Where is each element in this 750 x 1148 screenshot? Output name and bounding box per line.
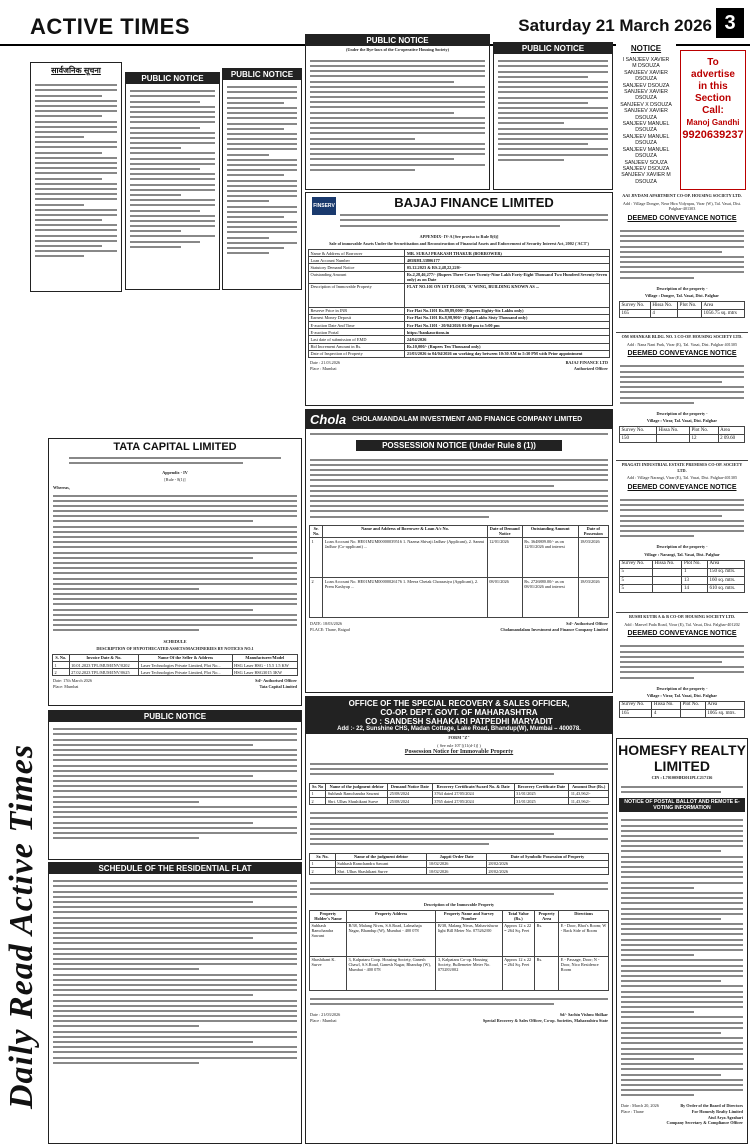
table-row: 1 Subhash Ramchandra Sawant 10/02/2026 28/02/2026 <box>310 860 609 867</box>
advertise-box: To advertise in this Section Call: Manoj Gandhi 9920639237 <box>680 50 746 190</box>
advertise-phone: 9920639237 <box>682 129 744 141</box>
bajaj-logo: FINSERV <box>312 197 336 215</box>
homesfy-notice: HOMESFY REALTY LIMITED CIN : L70100MH2011PLC217136 NOTICE OF POSTAL BALLOT AND REMOTE E-VOTING INFORMATION Date : March 20, 2026 Place : Thane By Order of the Board of Directors For Homesfy Realty Limited Atul Arya Agrahari Company Secretary & Compliance Officer <box>616 738 748 1144</box>
public-notice-right <box>493 42 613 190</box>
issue-date: Saturday 21 March 2026 <box>518 16 712 35</box>
pragati-notice: PRAGATI INDUSTRIAL ESTATE PREMISES CO-OP. SOCIETY LTD. Add : Village Narangi, Virar (E), Tal. Vasai, Dist. Palghar-401305 DEEMED CONVEYANCE NOTICE Description of the property - Village : Narangi, Tal. Vasai, Dist. Palghar Survey No. Hissa No. Plot No. Area 5 1 150 sq. mtrs. 5 13 160 sq. mtrs. 5 14 610 sq. mtrs. <box>616 460 748 608</box>
table-row: Description of Immovable Property FLAT NO.101 ON 1ST FLOOR, 'A' WING, BUILDING KNOWN AS ... <box>309 283 610 307</box>
table-row: 2 27.02.2023 TPL/MUM/INV/0625 Laser Technologies Private Limited, Plot No... HSG Laser HSG3015 3KW <box>53 669 298 676</box>
table-row: Reserve Price in INR For Flat No.1101 Rs.89,89,000/- (Rupees Eighty-Six Lakhs only) <box>309 307 610 314</box>
om-title: OM SHANKAR BLDG. NO. 3 CO-OP. HOUSING SOCIETY LTD. <box>621 334 743 339</box>
pragati-title: PRAGATI INDUSTRIAL ESTATE PREMISES CO-OP. SOCIETY LTD. <box>621 462 743 473</box>
table-row: Shashikant K. Surve 3, Kalpataru Coop. Housing Society, Ganesh Chawl, S.S.Road, Ganesh Nagar, Bhandup (W), Mumbai - 400 078 3, Kalpataru Co-op. Housing Society, Bullemeter Meter No. 075283/002 Approx 12 x 22 = 264 Sq. Feet Rs. E - Passage, Door; N - Door, Nico Residence Room <box>310 956 609 990</box>
table-row: Outstanding Amount Rs.2,28,46,277/- (Rupees Three Crore Twenty-Nine Lakh Forty-Eight Thousand Two Hundred Seventy-Seven only) as on Date <box>309 271 610 283</box>
chola-notice: Chola CHOLAMANDALAM INVESTMENT AND FINANCE COMPANY LIMITED POSSESSION NOTICE (Under Rule 8 (1)) Sr. No. Name and Address of Borrower & Loan A/c No. Date of Demand Notice Outstanding Amount Date of Possession 1 Loan Account No. HE01MUM00000039516 1. Nazma Shivaji Jadhav (Applicant), 2. Sanmi Jadhav (Co-applicant) ... 12/01/2026 Rs. 3648809.00/- as on 12/01/2026 and interest 18/03/2026 2 Loan Account No. HE01MUM00000026176 1. Meera Chetak Choraasiya (Applicant), 2. Prem Kashyap ... 08/01/2026 Rs. 2726880.00/- as on 08/01/2026 and interest 18/03/2026 DATE: 18/03/2026 PLACE: Thane, Raigad Sd/- Authorised Officer Cholamandalam Investment and Finance Company Limited <box>305 409 613 693</box>
homesfy-notice-title: NOTICE OF POSTAL BALLOT AND REMOTE E-VOTING INFORMATION <box>619 798 745 812</box>
recovery-office-notice: OFFICE OF THE SPECIAL RECOVERY & SALES OFFICER, CO-OP. DEPT. GOVT. OF MAHARASHTRA CO : SANDESH SAHAKARI PATPEDHI MARYADIT Add :- 22, Sunshine CHS, Madan Cottage, Lake Road, Bhandup(W), Mumbai – 400078. FORM "Z" ( See rule 107 [(11(d-1)] ) Possession Notice for Immovable Property Sr. No Name of the judgment debtor Demand Notice Date Recovery Certificate/Award No. & Date Recovery Certificate Date Amount Due (Rs.) 1 Subhash Ramchandra Sawant 25/08/2024 3764 dated 27/05/2024 31/01/2025 11,43,962/- 2 Shri. Ulhas Shashikant Surve 25/08/2024 3765 dated 27/05/2024 31/01/2025 11,43,962/- Sr. No. Name of the judgment debtor Jappti Order Date Date of Symbolic Possession of Property 1 Subhash Ramchandra Sawant 10/02/2026 28/02/2026 2 Shri. Ulhas Shashikant Surve 10/02/2026 28/02/2026 Description of the Immovable Property Property Holder's Name Property Address Property Name and Survey Number Total Value (Rs.) Property Area Directions Subhash Ramchandra Sawant B/38, Malang Nivas, S.S.Road, Lalmahaja Nagar, Bhandup (W), Mumbai - 400 078 B/38, Malang Nivas, Mahavishwar light Bill Meter No. 075262/00 Approx 12 x 22 = 264 Sq. Feet Rs. E - Door, Bhoi's Room; W - Back Side of Room Shashikant K. Surve 3, Kalpataru Coop. Housing Society, Ganesh Chawl, S.S.Road, Ganesh Nagar, Bhandup (W), Mumbai - 400 078 3, Kalpataru Co-op. Housing Society, Bullemeter Meter No. 075283/002 Approx 12 x 22 = 264 Sq. Feet Rs. E - Passage, Door; N - Door, Nico Residence Room Date : 21/03/2026 Place : Mumbai Sd/- Sachin Vishnu Shilkar Special Recovery & Sales Officer, Co-op. Societies, Maharashtra State <box>305 696 613 1144</box>
table-row: 5 14 610 sq. mtrs. <box>620 585 745 593</box>
table-row: 1 Loan Account No. HE01MUM00000039516 1. Nazma Shivaji Jadhav (Applicant), 2. Sanmi Jadhav (Co-applicant) ... 12/01/2026 Rs. 3648809.00/- as on 12/01/2026 and interest 18/03/2026 <box>310 538 609 578</box>
bajaj-subtitle: APPENDIX- IV-A [See proviso to Rule 8(6)] <box>419 233 499 239</box>
om-table: Survey No. Hissa No. Plot No. Area 150 12 2 09.60 <box>619 426 745 443</box>
om-shankar-notice: OM SHANKAR BLDG. NO. 3 CO-OP. HOUSING SOCIETY LTD. Add : Nana Nani Park, Virar (E), Tal. Vasai, Dist. Palghar 401305 DEEMED CONVEYANCE NOTICE Description of the property - Village : Virar, Tal. Vasai, Dist. Palghar Survey No. Hissa No. Plot No. Area 150 12 2 09.60 <box>616 332 748 458</box>
aai-title: AAI JIVDANI APARTMENT CO-OP. HOUSING SOCIETY LTD. <box>622 193 742 198</box>
aai-jivdani-notice: AAI JIVDANI APARTMENT CO-OP. HOUSING SOCIETY LTD. Add : Village Dongre, Near Hira Vidyapas, Virar (W), Tal. Vasai, Dist. Palghar-401303 DEEMED CONVEYANCE NOTICE Description of the property - Village : Dongre, Tal. Vasai, Dist. Palghar Survey No. Hissa No. Plot No. Area 165 4 1056.75 sq. mtrs <box>616 192 748 330</box>
vertical-brand <box>2 480 46 1120</box>
table-row: 165 4 1065 sq. mtrs. <box>620 710 745 718</box>
public-notice-left-title: PUBLIC NOTICE <box>126 73 219 84</box>
table-row: 2 Shri. Ulhas Shashikant Surve 25/08/2024 3765 dated 27/05/2024 31/01/2025 11,43,962/- <box>310 797 609 804</box>
recovery-table-1: Sr. No Name of the judgment debtor Demand Notice Date Recovery Certificate/Award No. & Date Recovery Certificate Date Amount Due (Rs.) 1 Subhash Ramchandra Sawant 25/08/2024 3764 dated 27/05/2024 31/01/2025 11,43,962/- 2 Shri. Ulhas Shashikant Surve 25/08/2024 3765 dated 27/05/2024 31/01/2025 11,43,962/- <box>309 783 609 806</box>
schedule-flat-title: SCHEDULE OF THE RESIDENTIAL FLAT <box>49 863 301 874</box>
table-row: Loan Account Number 405RHL33806177 <box>309 257 610 264</box>
chola-logo: Chola <box>310 412 347 427</box>
public-notice-middle-title: PUBLIC NOTICE <box>223 69 301 80</box>
public-notice-right-title: PUBLIC NOTICE <box>494 43 612 54</box>
name-change-notice <box>616 42 676 190</box>
marathi-notice <box>30 62 122 292</box>
table-row: 165 4 1056.75 sq. mtrs <box>620 310 745 318</box>
table-row: 1 Subhash Ramchandra Sawant 25/08/2024 3764 dated 27/05/2024 31/01/2025 11,43,962/- <box>310 790 609 797</box>
table-row: Date of Inspection of Property 21/03/2026 to 04/04/2026 on working day between 10:30 AM to 5:30 PM with Prior appointment <box>309 350 610 357</box>
bajaj-sale-title: Sale of immovable Assets Under the Securitisation and Reconstruction of Financial Assets and Enforcement of Security Interest Act, 2002 ('ACT') <box>329 241 589 247</box>
tata-company-name: TATA CAPITAL LIMITED <box>113 441 237 453</box>
table-row: E-auction Portal https://bankauctions.in <box>309 329 610 336</box>
pragati-table: Survey No. Hissa No. Plot No. Area 5 1 150 sq. mtrs. 5 13 160 sq. mtrs. 5 14 610 sq. mtrs. <box>619 560 745 594</box>
table-row: Bid Increment Amount in Rs. Rs.10,000/- (Rupees Ten Thousand only) <box>309 343 610 350</box>
aai-notice-title: DEEMED CONVEYANCE NOTICE <box>627 214 737 222</box>
aai-table: Survey No. Hissa No. Plot No. Area 165 4 1056.75 sq. mtrs <box>619 301 745 318</box>
marathi-notice-body <box>31 78 121 264</box>
bajaj-finance-notice: FINSERV BAJAJ FINANCE LIMITED APPENDIX- IV-A [See proviso to Rule 8(6)] Sale of immovable Assets Under the Securitisation and Reconstruction of Financial Assets and Enforcement of Security Interest Act, 2002 ('ACT') Name & Address of Borrower MR. SURAJ PRAKASH THAKUR (BORROWER) Loan Account Number 405RHL33806177 Statutory Demand Notice 05.12.2023 & RS.2,48,22,220/- Outstanding Amount Rs.2,28,46,277/- (Rupees Three Crore Twenty-Nine Lakh Forty-Eight Thousand Two Hundred Seventy-Seven only) as on Date Description of Immovable Property FLAT NO.101 ON 1ST FLOOR, 'A' WING, BUILDING KNOWN AS ... Reserve Price in INR For Flat No.1101 Rs.89,89,000/- (Rupees Eighty-Six Lakhs only) Earnest Money Deposit For Flat No.1101 Rs.8,98,900/- (Eight Lakhs Sixty Thousand only) E-auction Date And Time For Flat No.1101 - 20/04/2026 03:00 pm to 5:00 pm E-auction Portal https://bankauctions.in Last date of submission of EMD 24/04/2026 Bid Increment Amount in Rs. Rs.10,000/- (Rupees Ten Thousand only) Date of Inspection of Property 21/03/2026 to 04/04/2026 on working day between 10:30 AM to 5:30 PM with Prior appointment Date : 21.03.2026 Place : Mumbai BAJAJ FINANCE LTD Authorized Officer <box>305 192 613 406</box>
public-notice-left <box>125 72 220 290</box>
table-row: Last date of submission of EMD 24/04/2026 <box>309 336 610 343</box>
homesfy-title: HOMESFY REALTY LIMITED <box>618 742 746 774</box>
table-row: Statutory Demand Notice 05.12.2023 & RS.2,48,22,220/- <box>309 264 610 271</box>
rushi-title: RUSHI KUTIR A & B CO-OP. HOUSING SOCIETY LTD. <box>628 614 736 619</box>
tata-capital-notice: TATA CAPITAL LIMITED Appendix - IV [Rule - 8(1)] Whereas, SCHEDULE DESCRIPTION OF HYPOTHECATED ASSETS/MACHINERIES BY NOTICES NO.1 S. No. Invoice Date & No. Name Of the Seller & Address Manufacturer/Model 1 10.01.2023 TPL/MUM/INV/0202 Laser Technologies Private Limited, Plot No... HSG Laser HSG - 15.5 1.5 KW 2 27.02.2023 TPL/MUM/INV/0625 Laser Technologies Private Limited, Plot No... HSG Laser HSG3015 3KW Date: 17th March 2026 Place: Mumbai Sd/- Authorised Officer Tata Capital Limited <box>48 438 302 706</box>
vertical-brand-text: Daily Read Active Times <box>3 743 40 1109</box>
page-number: 3 <box>716 8 744 38</box>
name-change-list: I SANJEEV XAVIER M DSOUZA SANJEEV XAVIER DSOUZA SANJEEV DSOUZA SANJEEV XAVIER DSOUZA SANJEEV X DSOUZA SANJEEV XAVIER DSOUZA SANJEEV MANUEL DSOUZA SANJEEV MANUEL DSOUZA SANJEEV MANUEL DSOUZA SANJEEV SOUZA SANJEEV DSOUZA SANJEEV XAVIER M DSOUZA <box>620 57 672 185</box>
recovery-table-2: Sr. No. Name of the judgment debtor Jappti Order Date Date of Symbolic Possession of Property 1 Subhash Ramchandra Sawant 10/02/2026 28/02/2026 2 Shri. Ulhas Shashikant Surve 10/02/2026 28/02/2026 <box>309 853 609 876</box>
public-notice-byelaws-title: PUBLIC NOTICE <box>306 35 489 46</box>
schedule-flat-notice <box>48 862 302 1144</box>
marathi-notice-title: सार्वजनिक सूचना <box>51 66 101 75</box>
chola-company-name: CHOLAMANDALAM INVESTMENT AND FINANCE COMPANY LIMITED <box>352 416 583 423</box>
chola-notice-title: POSSESSION NOTICE (Under Rule 8 (1)) <box>356 440 562 451</box>
public-notice-middle <box>222 68 302 290</box>
table-row: 5 13 160 sq. mtrs. <box>620 577 745 585</box>
tata-table: S. No. Invoice Date & No. Name Of the Seller & Address Manufacturer/Model 1 10.01.2023 TPL/MUM/INV/0202 Laser Technologies Private Limited, Plot No... HSG Laser HSG - 15.5 1.5 KW 2 27.02.2023 TPL/MUM/INV/0625 Laser Technologies Private Limited, Plot No... HSG Laser HSG3015 3KW <box>52 654 298 677</box>
newspaper-title: ACTIVE TIMES <box>30 14 191 39</box>
table-row: 2 Loan Account No. HE01MUM00000026176 1. Meera Chetak Choraasiya (Applicant), 2. Prem Kashyap ... 08/01/2026 Rs. 2726880.00/- as on 08/01/2026 and interest 18/03/2026 <box>310 578 609 618</box>
public-notice-byelaws <box>305 34 490 190</box>
bajaj-company-name: BAJAJ FINANCE LIMITED <box>394 195 554 210</box>
table-row: 2 Shri. Ulhas Shashikant Surve 10/02/2026 28/02/2026 <box>310 867 609 874</box>
table-row: E-auction Date And Time For Flat No.1101 - 20/04/2026 03:00 pm to 5:00 pm <box>309 322 610 329</box>
name-change-title: NOTICE <box>630 44 662 53</box>
table-row: Name & Address of Borrower MR. SURAJ PRAKASH THAKUR (BORROWER) <box>309 249 610 256</box>
public-notice-byelaws-subtitle: (Under the Bye-laws of the Co-operative Housing Society) <box>345 47 450 52</box>
table-row: Subhash Ramchandra Sawant B/38, Malang Nivas, S.S.Road, Lalmahaja Nagar, Bhandup (W), Mumbai - 400 078 B/38, Malang Nivas, Mahavishwar light Bill Meter No. 075262/00 Approx 12 x 22 = 264 Sq. Feet Rs. E - Door, Bhoi's Room; W - Back Side of Room <box>310 922 609 956</box>
chola-table: Sr. No. Name and Address of Borrower & Loan A/c No. Date of Demand Notice Outstanding Amount Date of Possession 1 Loan Account No. HE01MUM00000039516 1. Nazma Shivaji Jadhav (Applicant), 2. Sanmi Jadhav (Co-applicant) ... 12/01/2026 Rs. 3648809.00/- as on 12/01/2026 and interest 18/03/2026 2 Loan Account No. HE01MUM00000026176 1. Meera Chetak Choraasiya (Applicant), 2. Prem Kashyap ... 08/01/2026 Rs. 2726880.00/- as on 08/01/2026 and interest 18/03/2026 <box>309 525 609 618</box>
table-row: Earnest Money Deposit For Flat No.1101 Rs.8,98,900/- (Eight Lakhs Sixty Thousand only) <box>309 314 610 321</box>
recovery-table-3: Property Holder's Name Property Address Property Name and Survey Number Total Value (Rs.) Property Area Directions Subhash Ramchandra Sawant B/38, Malang Nivas, S.S.Road, Lalmahaja Nagar, Bhandup (W), Mumbai - 400 078 B/38, Malang Nivas, Mahavishwar light Bill Meter No. 075262/00 Approx 12 x 22 = 264 Sq. Feet Rs. E - Door, Bhoi's Room; W - Back Side of Room Shashikant K. Surve 3, Kalpataru Coop. Housing Society, Ganesh Chawl, S.S.Road, Ganesh Nagar, Bhandup (W), Mumbai - 400 078 3, Kalpataru Co-op. Housing Society, Bullemeter Meter No. 075283/002 Approx 12 x 22 = 264 Sq. Feet Rs. E - Passage, Door; N - Door, Nico Residence Room <box>309 910 609 991</box>
recovery-notice-title: Possession Notice for Immovable Property <box>404 749 514 756</box>
rushi-table: Survey No. Hissa No. Plot No. Area 165 4 1065 sq. mtrs. <box>619 701 745 718</box>
table-row: 150 12 2 09.60 <box>620 435 745 443</box>
recovery-title: OFFICE OF THE SPECIAL RECOVERY & SALES OFFICER, <box>348 699 570 708</box>
bajaj-table <box>308 249 610 358</box>
rushi-kutir-notice: RUSHI KUTIR A & B CO-OP. HOUSING SOCIETY LTD. Add : Manvel Pada Road, Virar (E), Tal. Vasai, Dist. Palghar-401202 DEEMED CONVEYANCE NOTICE Description of the property - Village : Virar, Tal. Vasai, Dist. Palghar Survey No. Hissa No. Plot No. Area 165 4 1065 sq. mtrs. <box>616 612 748 734</box>
table-row: 5 1 150 sq. mtrs. <box>620 568 745 576</box>
table-row: 1 10.01.2023 TPL/MUM/INV/0202 Laser Technologies Private Limited, Plot No... HSG Laser HSG - 15.5 1.5 KW <box>53 661 298 668</box>
public-notice-bottom-left: PUBLIC NOTICE <box>48 710 302 860</box>
